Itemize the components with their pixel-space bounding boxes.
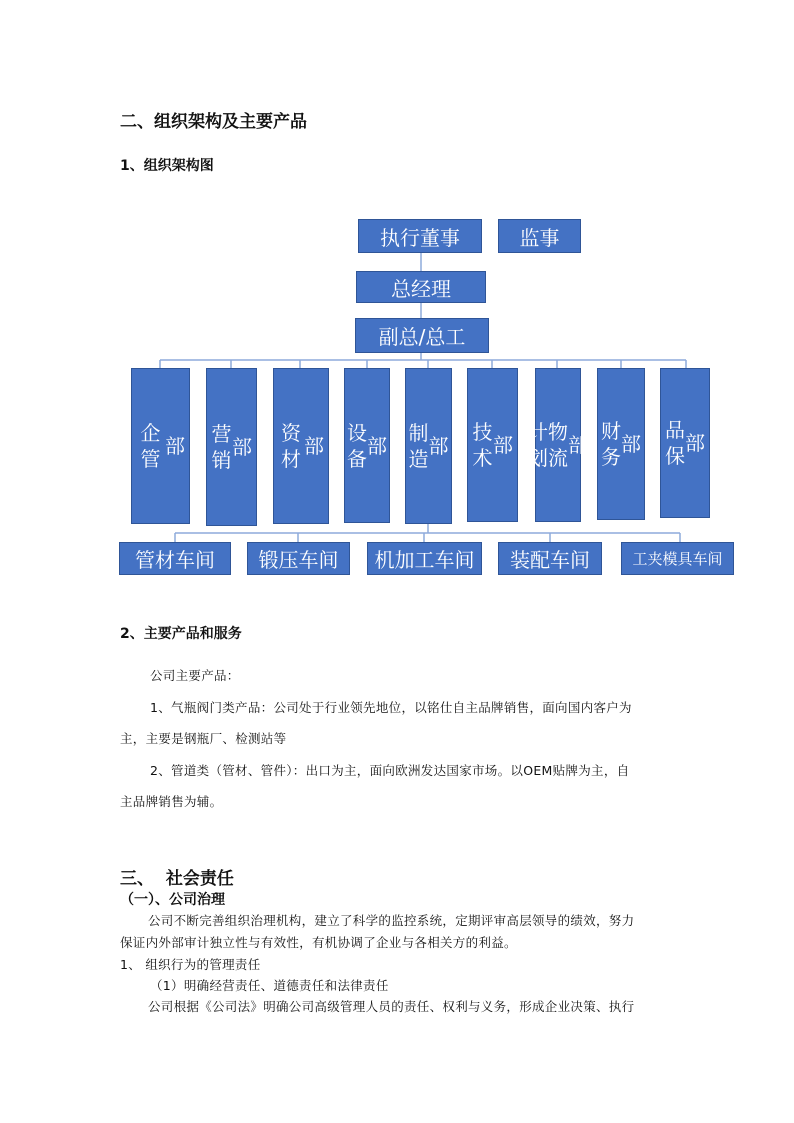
product-item-1-line-1: 1、气瓶阀门类产品：公司处于行业领先地位，以铭仕自主品牌销售，面向国内客户为	[150, 700, 632, 715]
supervisor-box: 监事	[498, 219, 581, 253]
dept-box-marketing	[206, 368, 257, 526]
dept-label: 部	[493, 433, 513, 457]
dept-label: 部	[685, 431, 705, 455]
dept-box-quality-assurance	[660, 368, 710, 518]
dept-label: 部	[165, 434, 185, 458]
dept-label: 部	[367, 433, 387, 458]
dept-box-manufacturing	[405, 368, 452, 524]
workshop-box-assembly: 装配车间	[498, 542, 602, 575]
workshop-box-machining: 机加工车间	[367, 542, 482, 575]
product-item-2-line-2: 主品牌销售为辅。	[120, 794, 223, 809]
dept-box-finance	[597, 368, 645, 520]
dept-label: 资材	[281, 421, 301, 471]
dept-box-technology	[467, 368, 518, 522]
product-item-2-line-1: 2、管道类（管材、管件）：出口为主，面向欧洲发达国家市场。以OEM贴牌为主，自	[150, 763, 630, 778]
dept-box-enterprise-management	[131, 368, 190, 524]
dept-label: 设备	[347, 420, 367, 471]
dept-label: 部	[568, 433, 588, 457]
org-chart-heading: 1、组织架构图	[120, 158, 214, 174]
section-2-title: 二、组织架构及主要产品	[120, 112, 307, 132]
governance-item-1: 1、 组织行为的管理责任	[120, 957, 261, 972]
general-manager-box: 总经理	[356, 271, 486, 303]
product-item-1-line-2: 主，主要是钢瓶厂、检测站等	[120, 731, 287, 746]
governance-para-line-2: 保证内外部审计独立性与有效性，有机协调了企业与各相关方的利益。	[120, 935, 517, 950]
products-heading: 2、主要产品和服务	[120, 626, 242, 642]
dept-label: 部	[232, 435, 252, 459]
dept-label: 部	[428, 434, 449, 458]
dept-label: 企管	[140, 421, 161, 471]
dept-box-materials	[273, 368, 329, 524]
dept-label: 财务	[601, 419, 621, 469]
dept-label: 计划	[528, 420, 548, 470]
governance-item-1-sub: （1）明确经营责任、道德责任和法律责任	[150, 978, 389, 993]
dept-label: 营销	[211, 422, 232, 472]
governance-para-2: 公司根据《公司法》明确公司高级管理人员的责任、权利与义务，形成企业决策、执行	[148, 999, 635, 1014]
dept-box-equipment	[344, 368, 390, 523]
dept-label: 品保	[665, 418, 685, 468]
dept-label: 部	[621, 432, 641, 456]
workshop-box-pipe: 管材车间	[119, 542, 231, 575]
dept-box-planning-logistics	[528, 368, 588, 522]
deputy-gm-box: 副总/总工	[355, 318, 489, 353]
dept-label: 物流	[548, 420, 568, 470]
governance-heading: （一）、公司治理	[120, 892, 225, 908]
section-3-title: 三、 社会责任	[120, 869, 234, 889]
workshop-box-tooling: 工夹模具车间	[621, 542, 734, 575]
dept-label: 制造	[408, 421, 429, 471]
dept-label: 部	[304, 434, 324, 458]
dept-label: 技术	[472, 420, 493, 470]
executive-director-box: 执行董事	[358, 219, 482, 253]
products-intro: 公司主要产品：	[150, 668, 240, 683]
workshop-box-forging: 锻压车间	[247, 542, 350, 575]
governance-para-line-1: 公司不断完善组织治理机构，建立了科学的监控系统，定期评审高层领导的绩效，努力	[148, 913, 635, 928]
